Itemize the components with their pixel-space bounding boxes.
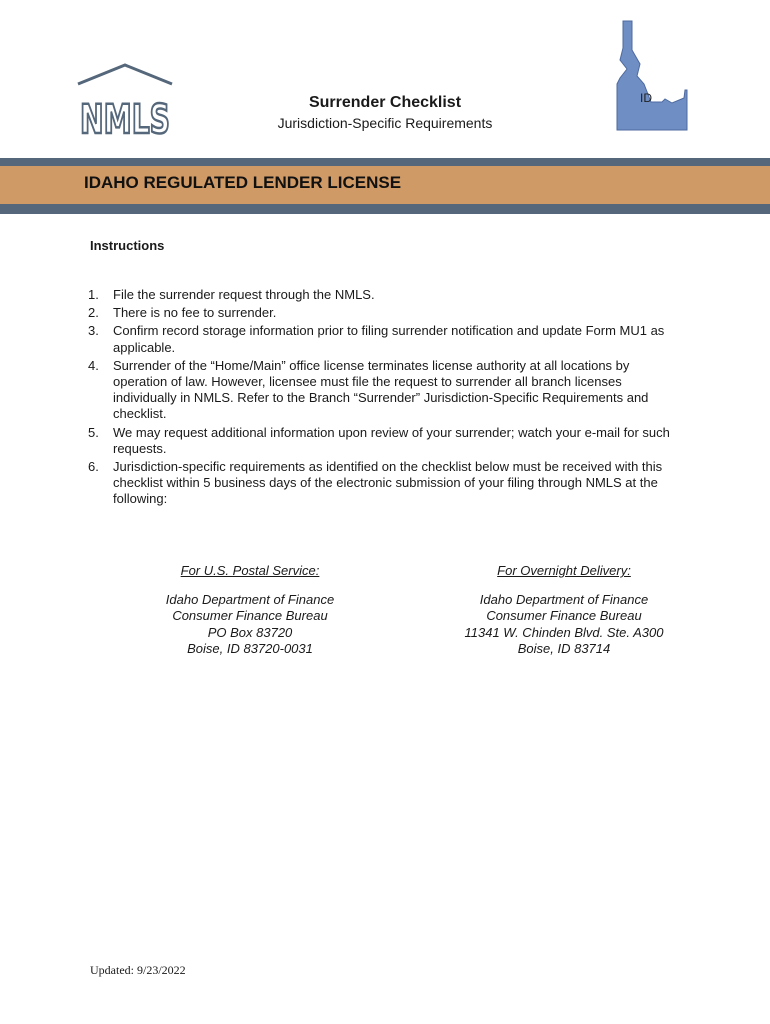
license-title: IDAHO REGULATED LENDER LICENSE [84, 173, 402, 192]
list-item-text: Confirm record storage information prior to filing surrender notification and update Form MU1 as applicable. [113, 323, 665, 355]
list-item [86, 287, 686, 303]
list-item [86, 459, 686, 508]
overnight-address-block [434, 563, 694, 658]
page-title: Surrender Checklist [308, 94, 462, 111]
updated-date: Updated: 9/23/2022 [90, 963, 186, 977]
list-item-text: There is no fee to surrender. [113, 305, 277, 321]
list-item-number: 4. [88, 357, 99, 373]
banner-bottom-stripe [0, 204, 770, 214]
postal-address-line: Consumer Finance Bureau [172, 608, 328, 623]
overnight-address-line: Consumer Finance Bureau [486, 608, 642, 623]
list-item-number: 3. [88, 323, 99, 339]
instructions-heading: Instructions [90, 238, 165, 253]
list-item-text: File the surrender request through the NMLS. [113, 287, 375, 302]
banner-top-stripe [0, 158, 770, 166]
postal-address-heading: For U.S. Postal Service: [180, 563, 320, 578]
postal-address-block [120, 563, 380, 658]
postal-address-line: Boise, ID 83720-0031 [187, 641, 313, 656]
list-item [86, 323, 686, 355]
overnight-address-heading: For Overnight Delivery: [497, 563, 631, 578]
list-item-number: 6. [88, 459, 99, 475]
state-label: ID [640, 91, 652, 105]
overnight-address-line: Boise, ID 83714 [517, 641, 611, 656]
list-item-number: 1. [88, 287, 99, 302]
list-item-text: We may request additional information upon review of your surrender; watch your e-mail for such requests. [113, 424, 670, 456]
instructions-list [86, 287, 686, 510]
page-subtitle: Jurisdiction-Specific Requirements [277, 115, 493, 131]
overnight-address-line: Idaho Department of Finance [479, 591, 649, 607]
postal-address-line: PO Box 83720 [207, 624, 293, 640]
list-item [86, 425, 686, 457]
list-item [86, 305, 686, 321]
nmls-logo-text: NMLS [80, 97, 170, 143]
list-item-text: Jurisdiction-specific requirements as identified on the checklist below must be received with this checklist within 5 business days of the electronic submission of your filing through NMLS at the following: [113, 459, 663, 507]
idaho-map-icon [614, 20, 688, 132]
overnight-address-line: 11341 W. Chinden Blvd. Ste. A300 [464, 624, 664, 640]
list-item-number: 5. [88, 424, 99, 440]
list-item [86, 358, 686, 423]
list-item-text: Surrender of the “Home/Main” office license terminates license authority at all locations by operation of law. However, licensee must file the request to surrender all branch licenses individually in NMLS. Refer to the Branch “Surrender” Jurisdiction-Specific Requirements and checklist. [113, 357, 649, 422]
postal-address-line: Idaho Department of Finance [165, 591, 335, 607]
list-item-number: 2. [88, 305, 99, 321]
